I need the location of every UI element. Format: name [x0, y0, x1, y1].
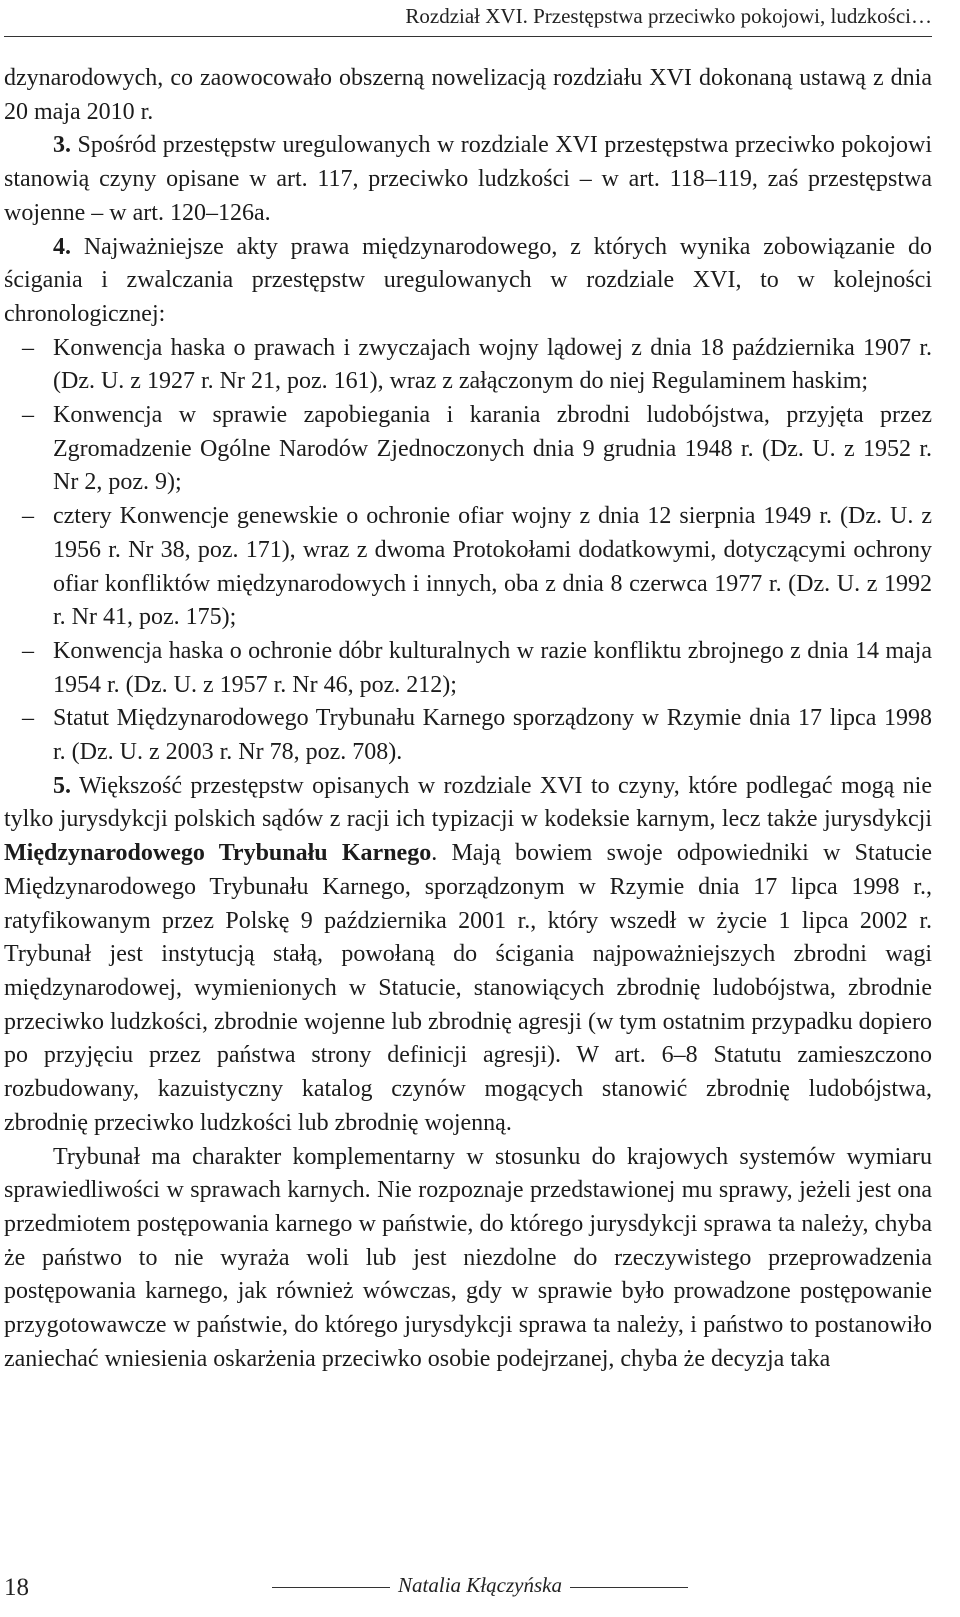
page-body [4, 62, 932, 1376]
header-rule [4, 36, 932, 37]
dash-bullet: – [22, 334, 34, 361]
dash-bullet: – [22, 503, 34, 530]
legal-acts-list [4, 332, 932, 770]
paragraph-text: Najważniejsze akty prawa międzynarodowego, z których wynika zobowiązanie do ścigania i zwalczania przestępstw uregulowanych w rozdziale XVI, to w kolejności chronologicznej: [4, 233, 932, 327]
author-name: Natalia Kłączyńska [398, 1573, 562, 1597]
paragraph-number: 4. [53, 233, 71, 260]
footer-rule-right [570, 1587, 688, 1588]
paragraph-4 [4, 231, 932, 332]
paragraph-3 [4, 129, 932, 230]
footer-author [0, 1573, 960, 1598]
list-item-text: Statut Międzynarodowego Trybunału Karnego sporządzony w Rzymie dnia 17 lipca 1998 r. (Dz. U. z 2003 r. Nr 78, poz. 708). [53, 705, 932, 766]
footer-rule-left [272, 1587, 390, 1588]
running-header: Rozdział XVI. Przestępstwa przeciwko pokojowi, ludzkości… [405, 4, 932, 28]
dash-bullet: – [22, 705, 34, 732]
paragraph-6: Trybunał ma charakter komplementarny w stosunku do krajowych systemów wymiaru sprawiedliwości w sprawach karnych. Nie rozpoznaje przedstawionej mu sprawy, jeżeli jest ona przedmiotem postępowania karnego w państwie, do którego jurysdykcji sprawa ta należy, chyba że państwo to nie wyraża woli lub jest niezdolne do rzeczywistego przeprowadzenia postępowania karnego, jak również wówczas, gdy w sprawie było prowadzone postępowanie przygotowawcze w państwie, do którego jurysdykcji sprawa ta należy, i państwo to postanowiło zaniechać wniesienia oskarżenia przeciwko osobie podejrzanej, chyba że decyzja taka [4, 1143, 932, 1372]
list-item-text: Konwencja haska o prawach i zwyczajach wojny lądowej z dnia 18 października 1907 r. (Dz. U. z 1927 r. Nr 21, poz. 161), wraz z załączonym do niej Regulaminem haskim; [53, 334, 932, 395]
paragraph-number: 3. [53, 132, 71, 159]
list-item [4, 702, 932, 769]
page-number: 18 [4, 1574, 29, 1601]
paragraph-5 [4, 770, 932, 1141]
emphasized-term: Międzynarodowego Trybunału Karnego [4, 840, 432, 867]
list-item-text: Konwencja w sprawie zapobiegania i karania zbrodni ludobójstwa, przyjęta przez Zgromadzenie Ogólne Narodów Zjednoczonych dnia 9 grudnia 1948 r. (Dz. U. z 1952 r. Nr 2, poz. 9); [53, 402, 932, 496]
paragraph-continued: dzynarodowych, co zaowocowało obszerną nowelizacją rozdziału XVI dokonaną ustawą z dnia 20 maja 2010 r. [4, 65, 932, 125]
list-item [4, 399, 932, 500]
paragraph-text: Większość przestępstw opisanych w rozdziale XVI to czyny, które podlegać mogą nie tylko jurysdykcji polskich sądów z racji ich typizacji w kodeksie karnym, lecz także jurysdykcji [4, 772, 932, 833]
paragraph-number: 5. [53, 772, 71, 799]
list-item [4, 332, 932, 399]
dash-bullet: – [22, 402, 34, 429]
list-item-text: cztery Konwencje genewskie o ochronie ofiar wojny z dnia 12 sierpnia 1949 r. (Dz. U. z 1956 r. Nr 38, poz. 171), wraz z dwoma Protokołami dodatkowymi, dotyczącymi ochrony ofiar konfliktów międzynarodowych i innych, oba z dnia 8 czerwca 1977 r. (Dz. U. z 1992 r. Nr 41, poz. 175); [53, 503, 932, 631]
list-item [4, 500, 932, 635]
dash-bullet: – [22, 637, 34, 664]
paragraph-text: . Mają bowiem swoje odpowiedniki w Statucie Międzynarodowego Trybunału Karnego, sporządzonym w Rzymie dnia 17 lipca 1998 r., ratyfikowanym przez Polskę 9 października 2001 r., który wszedł w życie 1 lipca 2002 r. Trybunał jest instytucją stałą, powołaną do ścigania najpoważniejszych zbrodni wagi międzynarodowej, wymienionych w Statucie, stanowiących zbrodnię ludobójstwa, zbrodnie przeciwko ludzkości, zbrodnie wojenne lub zbrodnię agresji (w tym ostatnim przypadku dopiero po przyjęciu przez państwa strony definicji agresji). W art. 6–8 Statutu zamieszczono rozbudowany, kazuistyczny katalog czynów mogących stanowić zbrodnię ludobójstwa, zbrodnię przeciwko ludzkości lub zbrodnię wojenną. [4, 840, 932, 1136]
paragraph-text: Spośród przestępstw uregulowanych w rozdziale XVI przestępstwa przeciwko pokojowi stanowią czyny opisane w art. 117, przeciwko ludzkości – w art. 118–119, zaś przestępstwa wojenne – w art. 120–126a. [4, 132, 933, 226]
list-item-text: Konwencja haska o ochronie dóbr kulturalnych w razie konfliktu zbrojnego z dnia 14 maja 1954 r. (Dz. U. z 1957 r. Nr 46, poz. 212); [53, 637, 932, 698]
list-item [4, 635, 932, 702]
